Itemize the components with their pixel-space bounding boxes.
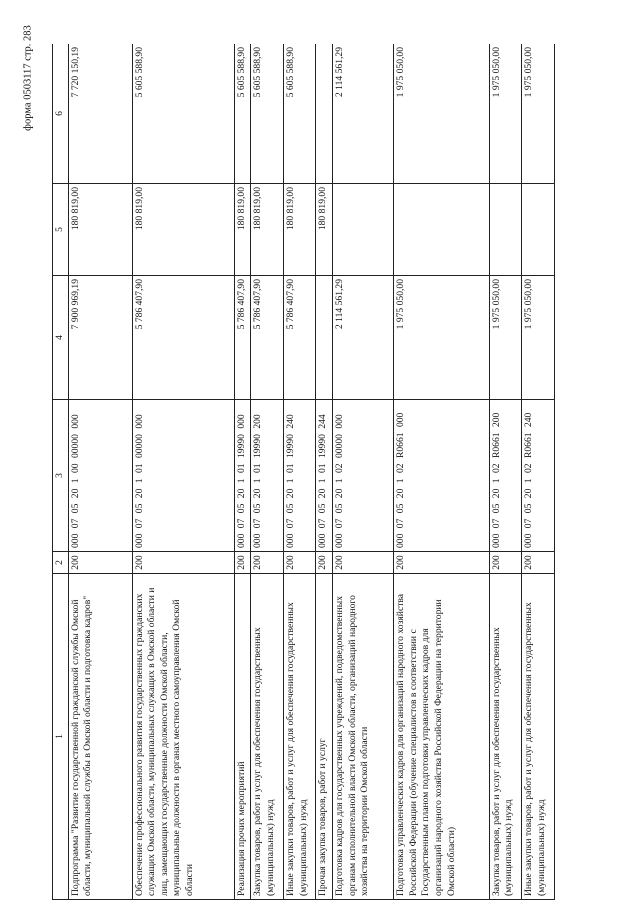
column-header: 5 (53, 184, 69, 276)
row-approved: 1 975 050,00 (522, 276, 555, 400)
row-executed: 180 819,00 (251, 184, 284, 276)
row-approved: 5 786 407,90 (234, 276, 251, 400)
row-unexecuted: 1 975 050,00 (394, 44, 490, 184)
row-line-code: 200 (234, 552, 251, 574)
row-executed (522, 184, 555, 276)
column-header: 2 (53, 552, 69, 574)
row-unexecuted (316, 44, 333, 184)
row-name: Закупка товаров, работ и услуг для обеспечения государственных (муниципальных) нужд (251, 574, 284, 900)
row-line-code: 200 (132, 552, 234, 574)
row-unexecuted: 5 605 588,90 (251, 44, 284, 184)
row-line-code: 200 (394, 552, 490, 574)
row-unexecuted: 1 975 050,00 (522, 44, 555, 184)
row-unexecuted: 5 605 588,90 (283, 44, 316, 184)
row-name: Подготовка управленческих кадров для организаций народного хозяйства Российской Федерации (обучение специалистов в соответствии с Государственным планом подготовки управленческих кадров для организаций народного хозяйства Российской Федерации на территории Омской области) (394, 574, 490, 900)
row-executed: 180 819,00 (283, 184, 316, 276)
row-approved: 5 786 407,90 (251, 276, 284, 400)
row-executed: 180 819,00 (234, 184, 251, 276)
row-line-code: 200 (251, 552, 284, 574)
row-budget-code: 000 07 05 20 1 02 00000 000 (333, 400, 394, 552)
table-row (132, 44, 234, 900)
header-row (53, 44, 69, 900)
table-row (394, 44, 490, 900)
row-budget-code: 000 07 05 20 1 01 19990 244 (316, 400, 333, 552)
row-name: Прочая закупка товаров, работ и услуг (316, 574, 333, 900)
row-executed: 180 819,00 (132, 184, 234, 276)
table-row (68, 44, 132, 900)
row-unexecuted: 1 975 050,00 (489, 44, 522, 184)
row-budget-code: 000 07 05 20 1 01 19990 000 (234, 400, 251, 552)
row-name: Иные закупки товаров, работ и услуг для обеспечения государственных (муниципальных) нужд (522, 574, 555, 900)
row-line-code: 200 (68, 552, 132, 574)
row-executed (333, 184, 394, 276)
row-unexecuted: 7 720 150,19 (68, 44, 132, 184)
row-unexecuted: 2 114 561,29 (333, 44, 394, 184)
column-header: 4 (53, 276, 69, 400)
row-executed: 180 819,00 (68, 184, 132, 276)
row-budget-code: 000 07 05 20 1 02 R0661 200 (489, 400, 522, 552)
table-row (316, 44, 333, 900)
row-approved: 1 975 050,00 (394, 276, 490, 400)
form-label-text: форма 0503117 стр. 283 (22, 25, 34, 131)
row-name: Иные закупки товаров, работ и услуг для обеспечения государственных (муниципальных) нужд (283, 574, 316, 900)
row-line-code: 200 (522, 552, 555, 574)
row-executed (489, 184, 522, 276)
row-budget-code: 000 07 05 20 1 00 00000 000 (68, 400, 132, 552)
row-executed: 180 819,00 (316, 184, 333, 276)
form-label (22, 18, 34, 138)
row-line-code: 200 (283, 552, 316, 574)
row-unexecuted: 5 605 588,90 (234, 44, 251, 184)
row-line-code: 200 (333, 552, 394, 574)
row-budget-code: 000 07 05 20 1 01 19990 200 (251, 400, 284, 552)
table-row (234, 44, 251, 900)
row-approved (316, 276, 333, 400)
row-budget-code: 000 07 05 20 1 02 R0661 000 (394, 400, 490, 552)
rotated-table-wrapper (52, 44, 555, 900)
row-name: Подготовка кадров для государственных учреждений, подведомственных органам исполнительной власти Омской области, организаций народного хозяйства на территории Омской области (333, 574, 394, 900)
row-name: Закупка товаров, работ и услуг для обеспечения государственных (муниципальных) нужд (489, 574, 522, 900)
table-row (283, 44, 316, 900)
table-row (333, 44, 394, 900)
row-approved: 5 786 407,90 (283, 276, 316, 400)
column-header: 3 (53, 400, 69, 552)
row-line-code: 200 (489, 552, 522, 574)
table-row (251, 44, 284, 900)
row-name: Реализация прочих мероприятий (234, 574, 251, 900)
row-approved: 5 786 407,90 (132, 276, 234, 400)
row-approved: 7 900 969,19 (68, 276, 132, 400)
row-executed (394, 184, 490, 276)
row-approved: 2 114 561,29 (333, 276, 394, 400)
column-header: 1 (53, 574, 69, 900)
column-header: 6 (53, 44, 69, 184)
row-budget-code: 000 07 05 20 1 01 19990 240 (283, 400, 316, 552)
row-budget-code: 000 07 05 20 1 02 R0661 240 (522, 400, 555, 552)
table-row (489, 44, 522, 900)
row-line-code: 200 (316, 552, 333, 574)
budget-table (52, 44, 555, 900)
row-unexecuted: 5 605 588,90 (132, 44, 234, 184)
row-name: Обеспечение профессионального развития государственных гражданских служащих Омской области, муниципальных служащих в Омской области и лиц, замещающих государственные должности Омской области, муниципальные должности в органах местного самоуправления Омской области (132, 574, 234, 900)
row-name: Подпрограмма "Развитие государственной гражданской службы Омской области, муниципальной службы в Омской области и подготовка кадров" (68, 574, 132, 900)
row-approved: 1 975 050,00 (489, 276, 522, 400)
table-row (522, 44, 555, 900)
document-page (52, 44, 555, 900)
row-budget-code: 000 07 05 20 1 01 00000 000 (132, 400, 234, 552)
